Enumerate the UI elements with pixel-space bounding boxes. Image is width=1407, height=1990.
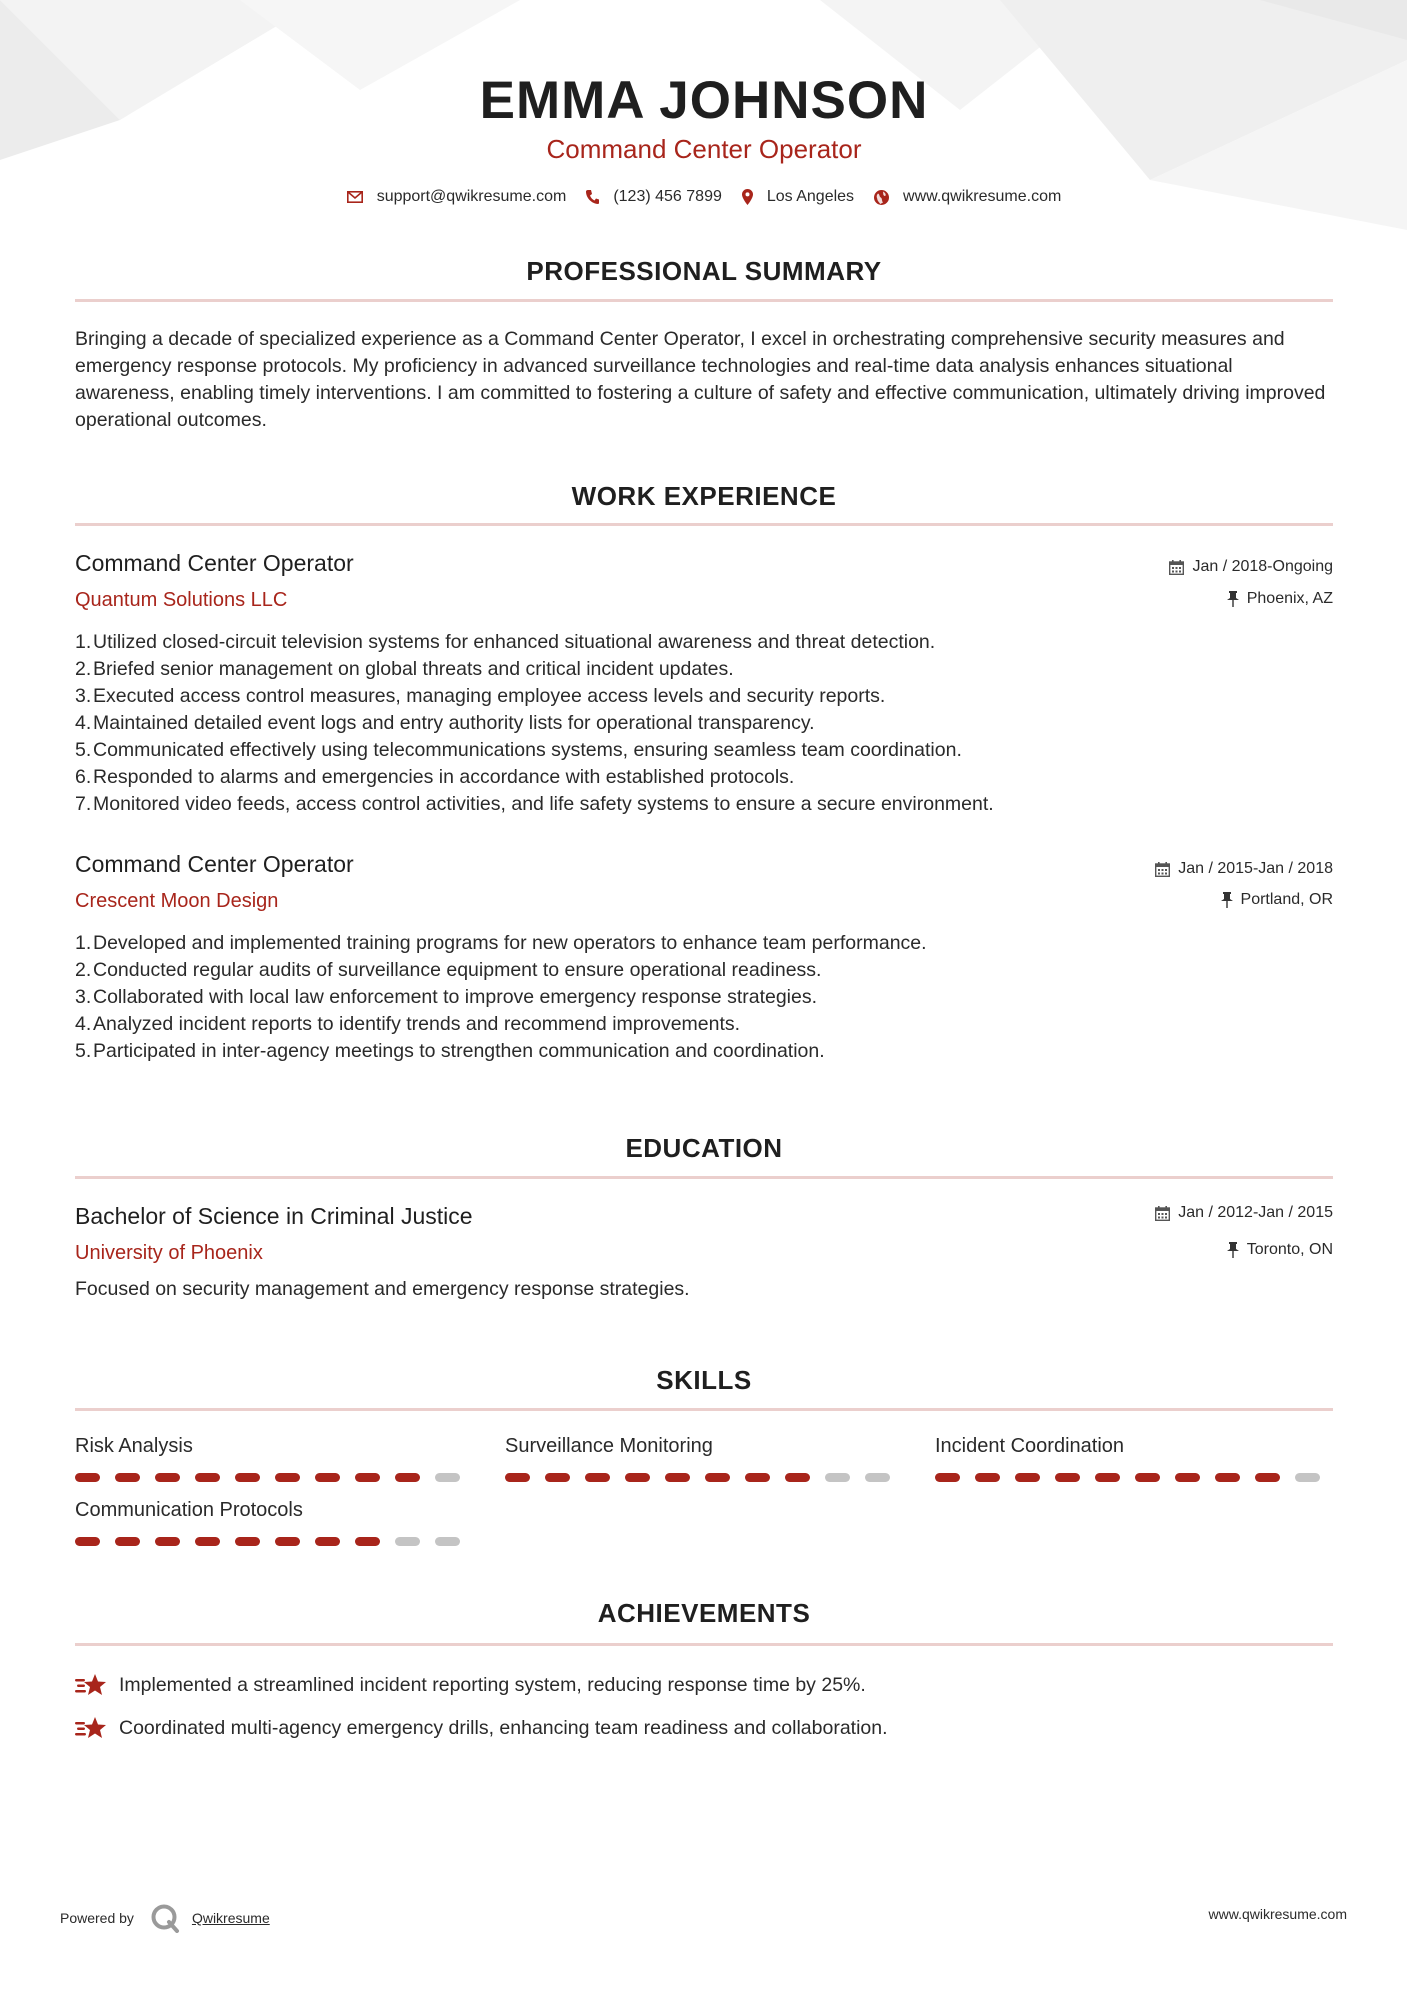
- bullet-item: 4. Analyzed incident reports to identify trends and recommend improvements.: [75, 1013, 741, 1035]
- skill-dash-empty: [435, 1537, 460, 1546]
- skill-level-bar: [935, 1473, 1335, 1482]
- skill-dash-filled: [395, 1473, 420, 1482]
- phone-icon: [586, 190, 599, 204]
- qwikresume-logo-icon: [150, 1903, 180, 1933]
- bullet-item: 2. Briefed senior management on global threats and critical incident updates.: [75, 658, 734, 680]
- pushpin-icon: [1227, 1242, 1239, 1258]
- skill-dash-filled: [235, 1473, 260, 1482]
- skills-heading: SKILLS: [656, 1365, 752, 1395]
- footer-website[interactable]: www.qwikresume.com: [1208, 1906, 1347, 1922]
- job-dates-text: Jan / 2015-Jan / 2018: [1178, 860, 1333, 877]
- summary-text: Bringing a decade of specialized experience as a Command Center Operator, I excel in orchestrating comprehensive security measures and emergency response protocols. My proficiency in advanced surveillance technologies and real-time data analysis enhances situational awareness, enabling timely interventions. I am committed to fostering a culture of safety and effective communication, ultimately driving improved operational outcomes.: [75, 328, 1326, 431]
- skill-dash-filled: [665, 1473, 690, 1482]
- achievement-item: [75, 1672, 866, 1698]
- skill-name: Surveillance Monitoring: [505, 1435, 713, 1457]
- calendar-icon: [1169, 560, 1184, 575]
- skill-dash-filled: [355, 1473, 380, 1482]
- education-location: [1227, 1241, 1333, 1259]
- envelope-icon: [347, 191, 363, 203]
- skill-dash-filled: [1255, 1473, 1280, 1482]
- job-company: Crescent Moon Design: [75, 890, 279, 912]
- job-title: Command Center Operator: [75, 550, 354, 576]
- shooting-star-icon: [75, 1672, 107, 1698]
- contact-website[interactable]: [874, 188, 1061, 206]
- skill-dash-filled: [745, 1473, 770, 1482]
- skill-communication-protocols: [75, 1499, 475, 1546]
- summary-divider: [75, 299, 1333, 302]
- skill-dash-filled: [625, 1473, 650, 1482]
- bullet-item: 1. Developed and implemented training programs for new operators to enhance team performance.: [75, 932, 927, 954]
- skill-dash-filled: [275, 1537, 300, 1546]
- job-location-text: Phoenix, AZ: [1246, 590, 1333, 607]
- skill-dash-empty: [435, 1473, 460, 1482]
- education-divider: [75, 1176, 1333, 1179]
- skill-dash-empty: [825, 1473, 850, 1482]
- skill-dash-filled: [545, 1473, 570, 1482]
- footer-powered-by: [60, 1903, 270, 1933]
- skill-dash-filled: [505, 1473, 530, 1482]
- education-dates-text: Jan / 2012-Jan / 2015: [1178, 1204, 1333, 1221]
- skill-dash-empty: [1295, 1473, 1320, 1482]
- candidate-name: EMMA JOHNSON: [479, 71, 929, 130]
- skill-dash-filled: [785, 1473, 810, 1482]
- skill-dash-filled: [315, 1473, 340, 1482]
- job-title: Command Center Operator: [75, 851, 354, 877]
- skill-dash-filled: [75, 1537, 100, 1546]
- bullet-item: 1. Utilized closed-circuit television systems for enhanced situational awareness and threat detection.: [75, 631, 936, 653]
- skill-name: Communication Protocols: [75, 1499, 303, 1521]
- job-location-text: Portland, OR: [1240, 891, 1333, 908]
- skill-dash-empty: [395, 1537, 420, 1546]
- skill-surveillance-monitoring: [505, 1435, 905, 1482]
- skill-dash-filled: [115, 1537, 140, 1546]
- contact-bar: [75, 188, 1333, 206]
- bullet-item: 4. Maintained detailed event logs and entry authority lists for operational transparency.: [75, 712, 815, 734]
- achievement-item: [75, 1715, 888, 1741]
- skill-level-bar: [505, 1473, 905, 1482]
- bullet-item: 5. Communicated effectively using telecommunications systems, ensuring seamless team coordination.: [75, 739, 962, 761]
- achievements-divider: [75, 1643, 1333, 1646]
- qwikresume-link[interactable]: Qwikresume: [191, 1910, 270, 1926]
- skill-level-bar: [75, 1537, 475, 1546]
- skill-dash-empty: [865, 1473, 890, 1482]
- contact-location: [742, 188, 854, 206]
- skill-dash-filled: [975, 1473, 1000, 1482]
- experience-heading: WORK EXPERIENCE: [571, 481, 837, 511]
- skill-dash-filled: [155, 1473, 180, 1482]
- skill-dash-filled: [315, 1537, 340, 1546]
- skill-dash-filled: [1215, 1473, 1240, 1482]
- skill-level-bar: [75, 1473, 475, 1482]
- contact-location-text: Los Angeles: [766, 188, 855, 205]
- calendar-icon: [1155, 862, 1170, 877]
- skill-dash-filled: [355, 1537, 380, 1546]
- skill-dash-filled: [1135, 1473, 1160, 1482]
- job-bullets: [75, 629, 1333, 818]
- bullet-item: 5. Participated in inter-agency meetings to strengthen communication and coordination.: [75, 1040, 825, 1062]
- contact-phone-text: (123) 456 7899: [613, 188, 722, 205]
- job-location: [1227, 590, 1333, 608]
- shooting-star-icon: [75, 1715, 107, 1741]
- skills-divider: [75, 1408, 1333, 1411]
- job-bullets: [75, 930, 1333, 1065]
- job-company: Quantum Solutions LLC: [75, 589, 288, 611]
- bullet-item: 3. Collaborated with local law enforcement to improve emergency response strategies.: [75, 986, 818, 1008]
- skill-dash-filled: [1095, 1473, 1120, 1482]
- powered-by-label: Powered by: [60, 1910, 134, 1926]
- school-name: University of Phoenix: [75, 1242, 263, 1264]
- skill-dash-filled: [585, 1473, 610, 1482]
- skill-dash-filled: [1015, 1473, 1040, 1482]
- contact-phone[interactable]: [586, 188, 722, 206]
- globe-icon: [874, 190, 889, 205]
- skill-dash-filled: [235, 1537, 260, 1546]
- degree-title: Bachelor of Science in Criminal Justice: [75, 1203, 473, 1229]
- education-description: Focused on security management and emergency response strategies.: [75, 1278, 690, 1300]
- job-dates: [1169, 558, 1333, 576]
- education-heading: EDUCATION: [625, 1133, 783, 1163]
- education-dates: [1155, 1204, 1333, 1222]
- pushpin-icon: [1221, 892, 1233, 908]
- experience-divider: [75, 523, 1333, 526]
- job-dates: [1155, 860, 1333, 878]
- skill-dash-filled: [195, 1537, 220, 1546]
- skill-name: Risk Analysis: [75, 1435, 193, 1457]
- skill-dash-filled: [115, 1473, 140, 1482]
- skill-dash-filled: [1055, 1473, 1080, 1482]
- job-dates-text: Jan / 2018-Ongoing: [1192, 558, 1333, 575]
- contact-email[interactable]: [347, 188, 567, 206]
- skill-dash-filled: [75, 1473, 100, 1482]
- skill-dash-filled: [195, 1473, 220, 1482]
- skill-name: Incident Coordination: [935, 1435, 1125, 1457]
- summary-heading: PROFESSIONAL SUMMARY: [526, 256, 882, 286]
- achievement-text: Coordinated multi-agency emergency drills, enhancing team readiness and collaboration.: [119, 1716, 888, 1739]
- candidate-role: Command Center Operator: [546, 134, 862, 164]
- bullet-item: 7. Monitored video feeds, access control activities, and life safety systems to ensure a secure environment.: [75, 793, 994, 815]
- contact-email-text: support@qwikresume.com: [376, 188, 567, 205]
- pushpin-icon: [1227, 591, 1239, 607]
- skill-dash-filled: [155, 1537, 180, 1546]
- bullet-item: 6. Responded to alarms and emergencies in accordance with established protocols.: [75, 766, 795, 788]
- job-location: [1221, 891, 1333, 909]
- skill-dash-filled: [705, 1473, 730, 1482]
- contact-website-text: www.qwikresume.com: [903, 188, 1062, 205]
- bullet-item: 3. Executed access control measures, managing employee access levels and security reports.: [75, 685, 886, 707]
- skill-incident-coordination: [935, 1435, 1335, 1482]
- map-marker-icon: [742, 189, 753, 205]
- bullet-item: 2. Conducted regular audits of surveillance equipment to ensure operational readiness.: [75, 959, 822, 981]
- skill-dash-filled: [275, 1473, 300, 1482]
- skill-dash-filled: [1175, 1473, 1200, 1482]
- calendar-icon: [1155, 1206, 1170, 1221]
- skill-dash-filled: [935, 1473, 960, 1482]
- achievement-text: Implemented a streamlined incident reporting system, reducing response time by 25%.: [119, 1673, 866, 1696]
- achievements-heading: ACHIEVEMENTS: [597, 1598, 811, 1628]
- skill-risk-analysis: [75, 1435, 475, 1482]
- education-location-text: Toronto, ON: [1246, 1241, 1333, 1258]
